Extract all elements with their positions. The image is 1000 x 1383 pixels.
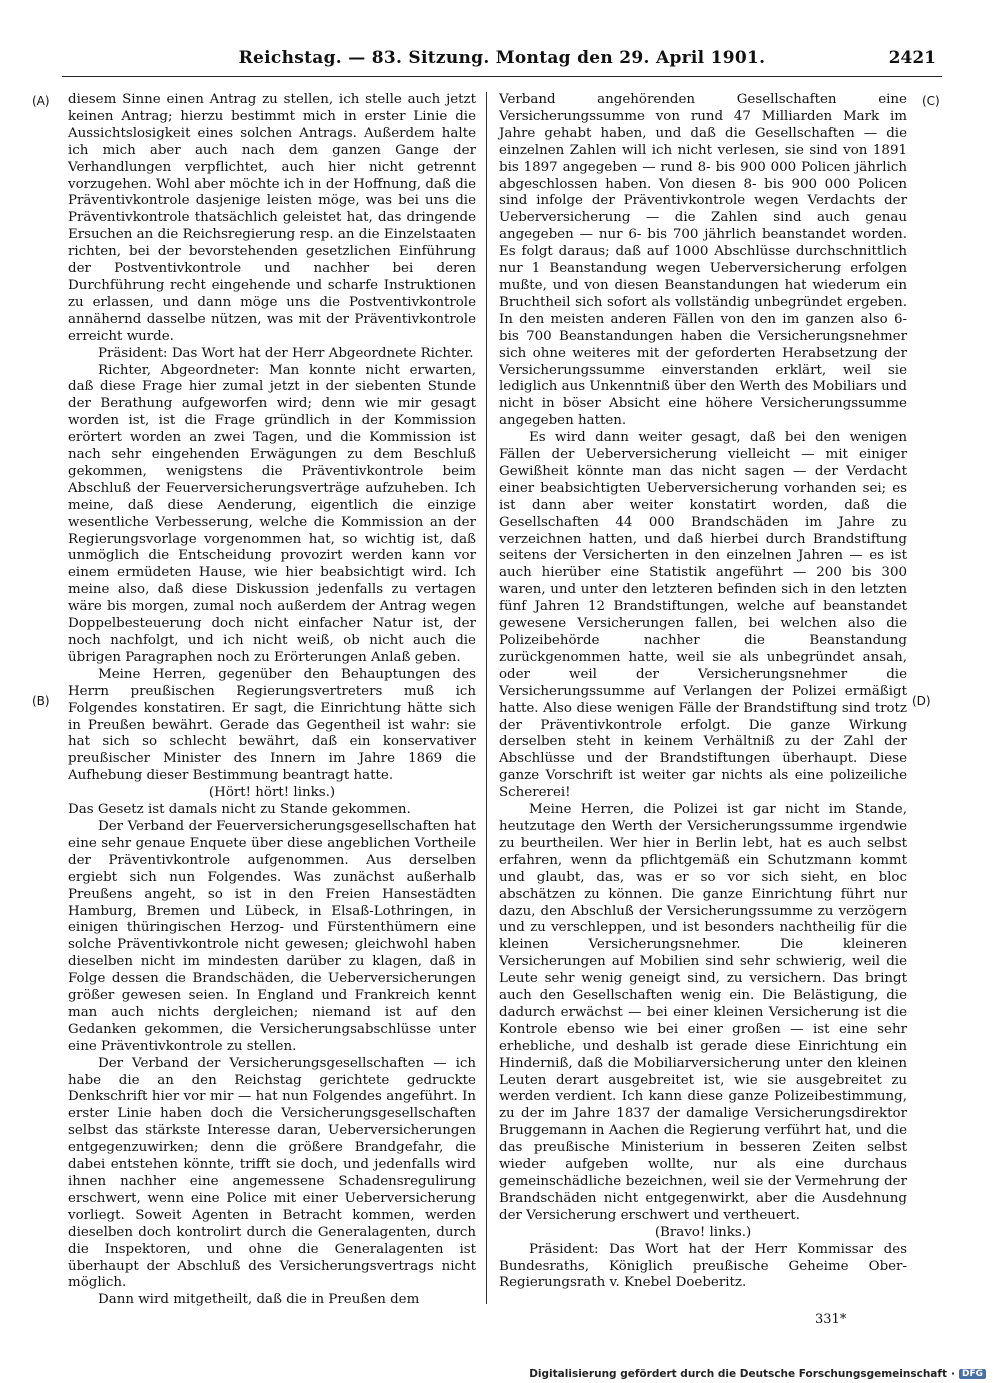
- sheet-number: 331*: [815, 1312, 847, 1327]
- speaker-paragraph: Präsident: Das Wort hat der Herr Kommissar des Bundesraths, Königlich preußische Geheime Ober-Regierungsrath v. Knebel Doeberitz.: [499, 1241, 907, 1291]
- right-column: [499, 92, 907, 1292]
- interjection: (Hört! hört! links.): [208, 785, 336, 801]
- paragraph: diesem Sinne einen Antrag zu stellen, ich stelle auch jetzt keinen Antrag; hierzu bestimmt mich in erster Linie die Aussichtslosigkeit eines solchen Antrags. Außerdem halte ich mich aber auch nach dem ganzen Gange der Verhandlungen verpflichtet, auch hier nicht getrennt vorzugehen. Wohl aber möchte ich in der Hoffnung, daß die Präventivkontrole dasjenige leisten möge, was bei uns die Präventivkontrole thatsächlich geleistet hat, das dringende Ersuchen an die Reichsregierung resp. an die Einzelstaaten richten, bei der bevorstehenden gesetzlichen Einführung der Postventivkontrole und nachher bei deren Durchführung recht eingehende und scharfe Instruktionen zu erlassen, und dann möge uns die Postventivkontrole annähernd dasselbe nützen, was mit der Präventivkontrole erreicht wurde.: [68, 92, 476, 344]
- page-number: 2421: [888, 48, 936, 68]
- paragraph: Dann wird mitgetheilt, daß die in Preußen dem: [98, 1292, 420, 1308]
- margin-marker-c: (C): [922, 94, 940, 108]
- header-title: Reichstag. — 83. Sitzung. Montag den 29. April 1901.: [238, 48, 766, 68]
- margin-marker-d: (D): [912, 694, 931, 708]
- margin-marker-b: (B): [32, 694, 50, 708]
- speaker-paragraph: Präsident: Das Wort hat der Herr Abgeordnete Richter.: [98, 345, 474, 361]
- footer: Digitalisierung gefördert durch die Deutsche Forschungsgemeinschaft · DFG: [529, 1368, 986, 1380]
- footer-text: Digitalisierung gefördert durch die Deutsche Forschungsgemeinschaft: [529, 1368, 947, 1380]
- page-header: [62, 46, 942, 77]
- paragraph: Meine Herren, die Polizei ist gar nicht im Stande, heutzutage den Werth der Versicherungssumme irgendwie zu beurtheilen. Wer hier in Berlin lebt, hat es auch selbst erfahren, wenn da pflichtgemäß ein Schutzmann kommt und glaubt, das, was er so vor sich sieht, en bloc abschätzen zu können. Die ganze Einrichtung führt nur dazu, den Abschluß der Versicherungssumme zu verzögern und zu verschleppen, und ist besonders nachtheilig für die kleinen Versicherungsnehmer. Die kleineren Versicherungen auf Mobilien sind sehr schwierig, weil die Leute sehr wenig geneigt sind, zu versichern. Das bringt auch den Gesellschaften wenig ein. Die Belästigung, die dadurch erwächst — bei einer kleinen Versicherung ist die Kontrole ebenso wie bei einer großen — ist eine sehr erhebliche, und deshalb ist gerade diese Einrichtung ein Hinderniß, daß die Mobiliarversicherung unter den kleinen Leuten derart ausgebreitet ist, wie sie ausgebreitet zu werden verdient. Ich kann diese ganze Polizeibestimmung, zu der im Jahre 1837 der damalige Versicherungsdirektor Bruggemann in Aachen die Regierung verführt hat, und die das preußische Ministerium in besseren Zeiten selbst wieder aufgeben wollte, nur als eine durchaus gemeinschädliche bezeichnen, weil sie der Vermehrung der Brandschäden nicht entgegenwirkt, aber die Ausdehnung der Versicherung erschwert und vertheuert.: [499, 802, 907, 1223]
- interjection: (Bravo! links.): [654, 1224, 752, 1240]
- margin-marker-a: (A): [32, 94, 50, 108]
- column-divider: [486, 92, 487, 1304]
- left-column: [68, 92, 476, 1309]
- dfg-logo: DFG: [959, 1369, 986, 1379]
- paragraph: Der Verband der Feuerversicherungsgesellschaften hat eine sehr genaue Enquete über diese angeblichen Vortheile der Präventivkontrole aufgenommen. Aus derselben ergiebt sich nun Folgendes. Was zunächst außerhalb Preußens angeht, so ist in den Freien Hansestädten Hamburg, Bremen und Lübeck, in Elsaß-Lothringen, in einigen thüringischen Herzog- und Fürstenthümern eine solche Präventivkontrole nicht gewesen; gleichwohl haben dieselben nicht im mindesten darüber zu klagen, daß in Folge dessen die Brandschäden, die Ueberversicherungen größer gewesen seien. In England und Frankreich kennt man auch nichts dergleichen; niemand ist auf den Gedanken gekommen, die Versicherungsabschlüsse unter eine Präventivkontrole zu stellen.: [68, 818, 476, 1054]
- paragraph: Verband angehörenden Gesellschaften eine Versicherungssumme von rund 47 Milliarden Mark im Jahre gehabt haben, und daß die Gesellschaften — die einzelnen Zahlen will ich nicht verlesen, sie sind von 1891 bis 1897 angegeben — rund 8- bis 900 000 Policen jährlich abgeschlossen haben. Von diesen 8- bis 900 000 Policen sind infolge der Präventivkontrole wegen Verdachts der Ueberversicherung — die Zahlen sind auch genau angegeben — nur 6- bis 700 jährlich beanstandet worden. Es folgt daraus; daß auf 1000 Abschlüsse durchschnittlich nur 1 Beanstandung wegen Ueberversicherung erfolgen mußte, und von diesen Beanstandungen hat wiederum ein Bruchtheil sich sofort als vollständig unbegründet ergeben. In den meisten anderen Fällen von den im ganzen also 6- bis 700 Beanstandungen haben die Versicherungsnehmer sich ohne weiteres mit der geforderten Herabsetzung der Versicherungssumme einverstanden erklärt, weil sie lediglich aus Unkenntniß über den Werth des Mobiliars und nicht in böser Absicht eine höhere Versicherungssumme angegeben hatten.: [499, 92, 907, 429]
- paragraph: Meine Herren, gegenüber den Behauptungen des Herrn preußischen Regierungsvertreters muß ich Folgendes konstatiren. Er sagt, die Einrichtung hätte sich in Preußen bewährt. Gerade das Gegentheil ist wahr: sie hat sich so schlecht bewährt, daß ein konservativer preußischer Minister des Innern im Jahre 1869 die Aufhebung dieser Bestimmung beantragt hatte.: [68, 666, 476, 784]
- speaker-paragraph: Richter, Abgeordneter: Man konnte nicht erwarten, daß diese Frage hier zumal jetzt in der siebenten Stunde der Berathung aufgeworfen wird; denn wie mir gesagt worden ist, ist die Frage gründlich in der Kommission erörtert worden an zwei Tagen, und die Kommission ist nach sehr eingehenden Erwägungen zu dem Beschluß gekommen, wenigstens die Präventivkontrole beim Abschluß der Feuerversicherungsverträge aufzuheben. Ich meine, daß diese Aenderung, eigentlich die einzige wesentliche Verbesserung, welche die Kommission an der Regierungsvorlage vorgenommen hat, so wichtig ist, daß unmöglich die Entscheidung provozirt werden kann vor einem ermüdeten Hause, wie hier beabsichtigt wird. Ich meine also, daß diese Diskussion jedenfalls zu vertagen wäre bis morgen, zumal noch außerdem der Antrag wegen Doppelbesteuerung doch nicht einfacher Natur ist, der noch nachfolgt, und ich nicht weiß, ob nicht auch die übrigen Paragraphen noch zu Erörterungen Anlaß geben.: [68, 362, 476, 665]
- paragraph: Der Verband der Versicherungsgesellschaften — ich habe die an den Reichstag gerichtete gedruckte Denkschrift hier vor mir — hat nun Folgendes angeführt. In erster Linie haben doch die Versicherungsgesellschaften selbst das stärkste Interesse daran, Ueberversicherungen entgegenzuwirken; denn die größere Brandgefahr, die dabei entstehen könnte, trifft sie doch, und jedenfalls wird ihnen nachher eine angemessene Schadensregulirung erschwert, wenn eine Police mit einer Ueberversicherung vorliegt. Soweit Agenten in Betracht kommen, werden dieselben doch kontrolirt durch die Generalagenten, durch die Inspektoren, und ohne die Generalagenten ist überhaupt der Abschluß des Versicherungsvertrags nicht möglich.: [68, 1055, 476, 1291]
- paragraph: Das Gesetz ist damals nicht zu Stande gekommen.: [68, 802, 411, 818]
- paragraph: Es wird dann weiter gesagt, daß bei den wenigen Fällen der Ueberversicherung vielleicht — mit einiger Gewißheit könnte man das nicht sagen — der Verdacht einer beabsichtigten Ueberversicherung vorhanden sei; es ist dann aber weiter konstatirt worden, daß die Gesellschaften 44 000 Brandschäden im Jahre zu verzeichnen hatten, und daß hierbei durch Brandstiftung seitens der Versicherten in den einzelnen Jahren — es ist auch hierüber eine Statistik angeführt — 200 bis 300 waren, und unter den letzteren befinden sich in den letzten fünf Jahren 12 Brandstiftungen, welche auf beanstandet gewesene Versicherungen fallen, bei welchen also die Polizeibehörde nachher die Beanstandung zurückgenommen hatte, weil sie als unbegründet ansah, oder weil der Versicherungsnehmer die Versicherungssumme auf Verlangen der Polizei ermäßigt hatte. Also diese wenigen Fälle der Brandstiftung sind trotz der Präventivkontrole erfolgt. Die ganze Wirkung derselben steht in keinem Verhältniß zu der Zahl der Abschlüsse und der Brandstiftungen überhaupt. Diese ganze Vorschrift ist weiter gar nichts als eine polizeiliche Schererei!: [499, 430, 907, 801]
